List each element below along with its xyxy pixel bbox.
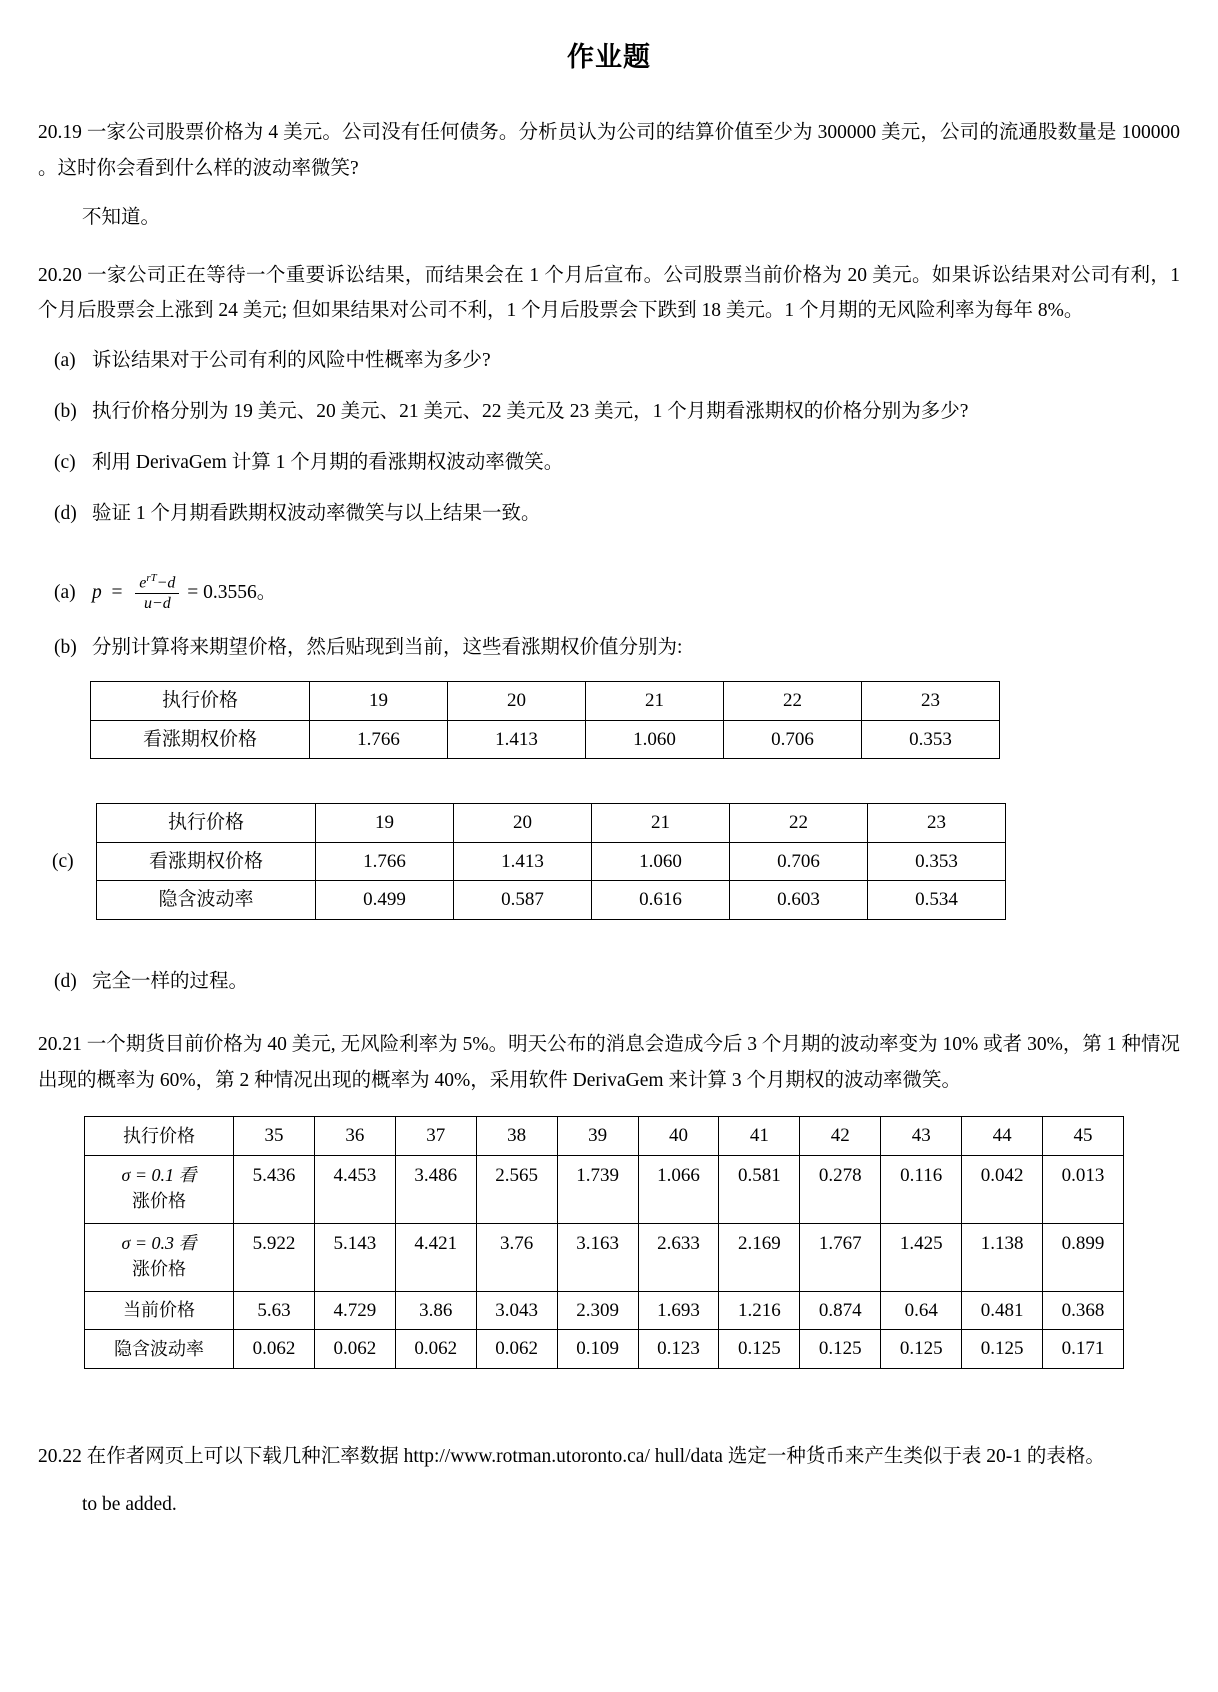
sub-label-b: (b) [54, 400, 77, 422]
table-row [85, 1117, 1124, 1156]
sigma-03-label-line1: σ = 0.3 看 [121, 1232, 197, 1253]
table-cell: 38 [476, 1117, 557, 1156]
answer-text-b: 分别计算将来期望价格，然后贴现到当前，这些看涨期权价值分别为: [92, 637, 683, 659]
sub-label-d: (d) [54, 502, 77, 524]
table-cell [85, 1155, 234, 1223]
table-cell: 1.767 [800, 1223, 881, 1291]
problem-20-20-subquestion-d [38, 496, 1180, 531]
table-cell: 0.368 [1043, 1291, 1124, 1330]
table-row [91, 720, 1000, 759]
problem-20-19-answer: 不知道。 [82, 207, 161, 229]
problem-20-22-answer: to be added. [82, 1494, 177, 1516]
problem-20-20-subquestion-a [38, 343, 1180, 378]
table-row [97, 842, 1006, 881]
table-cell: 2.169 [719, 1223, 800, 1291]
table-cell: 35 [234, 1117, 315, 1156]
table-cell: 0.706 [730, 842, 868, 881]
sub-text-b: 执行价格分别为 19 美元、20 美元、21 美元、22 美元及 23 美元，1 个月期看涨期权的价格分别为多少? [92, 400, 969, 422]
table-cell: 0.278 [800, 1155, 881, 1223]
formula-num-rest: −d [156, 574, 176, 592]
table-row [97, 881, 1006, 920]
table-cell: 0.013 [1043, 1155, 1124, 1223]
table-cell: 4.729 [314, 1291, 395, 1330]
sigma-03-label-line2: 涨价格 [132, 1258, 186, 1279]
table-cell: 0.874 [800, 1291, 881, 1330]
table-cell: 0.062 [314, 1330, 395, 1369]
table-cell: 执行价格 [97, 804, 316, 843]
table-cell: 43 [881, 1117, 962, 1156]
table-cell: 0.534 [868, 881, 1006, 920]
table-cell: 1.413 [448, 720, 586, 759]
table-cell: 23 [862, 682, 1000, 721]
formula-num-exponent: rT [146, 572, 157, 585]
formula-numerator [135, 572, 179, 593]
table-cell: 2.309 [557, 1291, 638, 1330]
table-cell: 0.587 [454, 881, 592, 920]
table-cell: 1.766 [316, 842, 454, 881]
table-cell: 5.436 [234, 1155, 315, 1223]
table-cell: 5.63 [234, 1291, 315, 1330]
table-cell: 36 [314, 1117, 395, 1156]
table-cell: 0.062 [395, 1330, 476, 1369]
table-cell: 21 [586, 682, 724, 721]
formula-equals: = [106, 582, 128, 604]
spacer [38, 920, 1180, 964]
sub-text-c: 利用 DerivaGem 计算 1 个月期的看涨期权波动率微笑。 [92, 451, 564, 473]
table-cell: 1.766 [310, 720, 448, 759]
table-cell: 1.693 [638, 1291, 719, 1330]
table-cell: 45 [1043, 1117, 1124, 1156]
table-cell: 0.706 [724, 720, 862, 759]
problem-20-19-text: 20.19 一家公司股票价格为 4 美元。公司没有任何债务。分析员认为公司的结算价值至少为 300000 美元，公司的流通股数量是 100000 。这时你会看到什么样的波动率微笑? [38, 122, 1180, 179]
table-cell: 当前价格 [85, 1291, 234, 1330]
table-cell: 37 [395, 1117, 476, 1156]
table-cell: 21 [592, 804, 730, 843]
table-row [85, 1330, 1124, 1369]
table-cell: 隐含波动率 [85, 1330, 234, 1369]
table-cell: 1.138 [962, 1223, 1043, 1291]
answer-label-d: (d) [54, 970, 77, 992]
spacer [38, 1413, 1180, 1439]
table-cell: 0.125 [719, 1330, 800, 1369]
table-cell: 20 [448, 682, 586, 721]
table-cell: 0.353 [862, 720, 1000, 759]
table-cell: 0.353 [868, 842, 1006, 881]
problem-20-20-answer-d [38, 964, 1180, 999]
table-cell: 0.125 [962, 1330, 1043, 1369]
answer-text-d: 完全一样的过程。 [92, 970, 249, 992]
table-cell: 2.633 [638, 1223, 719, 1291]
table-cell: 0.116 [881, 1155, 962, 1223]
table-cell: 4.421 [395, 1223, 476, 1291]
table-cell: 0.109 [557, 1330, 638, 1369]
table-b-wrapper [90, 681, 1180, 759]
table-cell: 0.603 [730, 881, 868, 920]
table-cell: 0.616 [592, 881, 730, 920]
table-cell: 3.86 [395, 1291, 476, 1330]
table-cell [85, 1223, 234, 1291]
table-cell: 3.043 [476, 1291, 557, 1330]
sub-text-a: 诉讼结果对于公司有利的风险中性概率为多少? [92, 349, 491, 371]
sub-label-a: (a) [54, 349, 76, 371]
table-cell: 19 [310, 682, 448, 721]
formula-num-e: e [139, 574, 147, 592]
table-cell: 0.125 [881, 1330, 962, 1369]
problem-20-20-subquestion-b [38, 394, 1180, 429]
formula-fraction [135, 572, 179, 613]
table-cell: 1.060 [586, 720, 724, 759]
table-cell: 0.899 [1043, 1223, 1124, 1291]
table-cell: 2.565 [476, 1155, 557, 1223]
table-cell: 40 [638, 1117, 719, 1156]
call-price-table [90, 681, 1000, 759]
table-cell: 0.125 [800, 1330, 881, 1369]
table-cell: 执行价格 [85, 1117, 234, 1156]
table-cell: 看涨期权价格 [91, 720, 310, 759]
table-cell: 1.739 [557, 1155, 638, 1223]
table-row [85, 1291, 1124, 1330]
spacer [38, 759, 1180, 803]
table-cell: 3.486 [395, 1155, 476, 1223]
table-row [97, 804, 1006, 843]
page-title: 作业题 [567, 42, 651, 72]
table-cell: 1.216 [719, 1291, 800, 1330]
table-cell: 4.453 [314, 1155, 395, 1223]
table-cell: 5.922 [234, 1223, 315, 1291]
answer-label-a: (a) [54, 582, 76, 604]
problem-20-20-text: 20.20 一家公司正在等待一个重要诉讼结果，而结果会在 1 个月后宣布。公司股票当前价格为 20 美元。如果诉讼结果对公司有利，1 个月后股票会上涨到 24 美元; 但如果结果对公司不利，1 个月后股票会下跌到 18 美元。1 个月期的无风险利率为每年 8%。 [38, 264, 1180, 322]
table-cell: 22 [724, 682, 862, 721]
spacer [38, 1015, 1180, 1027]
table-cell: 0.042 [962, 1155, 1043, 1223]
table-row [85, 1223, 1124, 1291]
table-cell: 看涨期权价格 [97, 842, 316, 881]
answer-formula-a [92, 573, 1180, 614]
formula-variable-p: p [92, 582, 102, 604]
table-c-wrapper [46, 803, 1180, 920]
table-cell: 0.581 [719, 1155, 800, 1223]
table-cell: 1.066 [638, 1155, 719, 1223]
table-cell: 1.425 [881, 1223, 962, 1291]
table-cell: 0.062 [234, 1330, 315, 1369]
table-cell: 19 [316, 804, 454, 843]
problem-20-20-answer-b [38, 630, 1180, 665]
table-cell: 5.143 [314, 1223, 395, 1291]
table-row [91, 682, 1000, 721]
sigma-01-label-line1: σ = 0.1 看 [121, 1164, 197, 1185]
table-cell: 0.062 [476, 1330, 557, 1369]
table-row [85, 1155, 1124, 1223]
sub-text-d: 验证 1 个月期看跌期权波动率微笑与以上结果一致。 [92, 502, 541, 524]
table-cell: 0.123 [638, 1330, 719, 1369]
table-2021-wrapper [84, 1116, 1180, 1369]
table-cell: 隐含波动率 [97, 881, 316, 920]
table-cell: 0.171 [1043, 1330, 1124, 1369]
problem-20-22-text: 20.22 在作者网页上可以下载几种汇率数据 http://www.rotman.utoronto.ca/ hull/data 选定一种货币来产生类似于表 20-1 的表格。 [38, 1445, 1105, 1467]
sub-label-c: (c) [54, 451, 76, 473]
sigma-01-label-line2: 涨价格 [132, 1190, 186, 1211]
formula-denominator: u−d [135, 593, 179, 613]
table-cell: 39 [557, 1117, 638, 1156]
implied-volatility-table [96, 803, 1006, 920]
table-cell: 42 [800, 1117, 881, 1156]
formula-tail: 。 [256, 582, 277, 604]
table-cell: 3.76 [476, 1223, 557, 1291]
table-cell: 1.413 [454, 842, 592, 881]
table-cell: 0.499 [316, 881, 454, 920]
table-cell: 20 [454, 804, 592, 843]
problem-20-20-subquestion-c [38, 445, 1180, 480]
problem-20-20-answer-a [38, 573, 1180, 614]
table-cell: 1.060 [592, 842, 730, 881]
spacer [38, 1369, 1180, 1413]
formula-result: = 0.3556 [187, 582, 257, 604]
table-cell: 44 [962, 1117, 1043, 1156]
table-cell: 3.163 [557, 1223, 638, 1291]
spacer [38, 547, 1180, 573]
table-cell: 执行价格 [91, 682, 310, 721]
answer-label-c: (c) [52, 850, 74, 872]
table-cell: 0.481 [962, 1291, 1043, 1330]
answer-label-b: (b) [54, 637, 77, 659]
volatility-smile-table [84, 1116, 1124, 1369]
problem-20-21-text: 20.21 一个期货目前价格为 40 美元, 无风险利率为 5%。明天公布的消息会造成今后 3 个月期的波动率变为 10% 或者 30%，第 1 种情况出现的概率为 60%，第 2 种情况出现的概率为 40%，采用软件 DerivaGem 来计算 3 个月期权的波动率微笑。 [38, 1034, 1180, 1091]
table-cell: 0.64 [881, 1291, 962, 1330]
table-cell: 41 [719, 1117, 800, 1156]
table-cell: 23 [868, 804, 1006, 843]
table-cell: 22 [730, 804, 868, 843]
